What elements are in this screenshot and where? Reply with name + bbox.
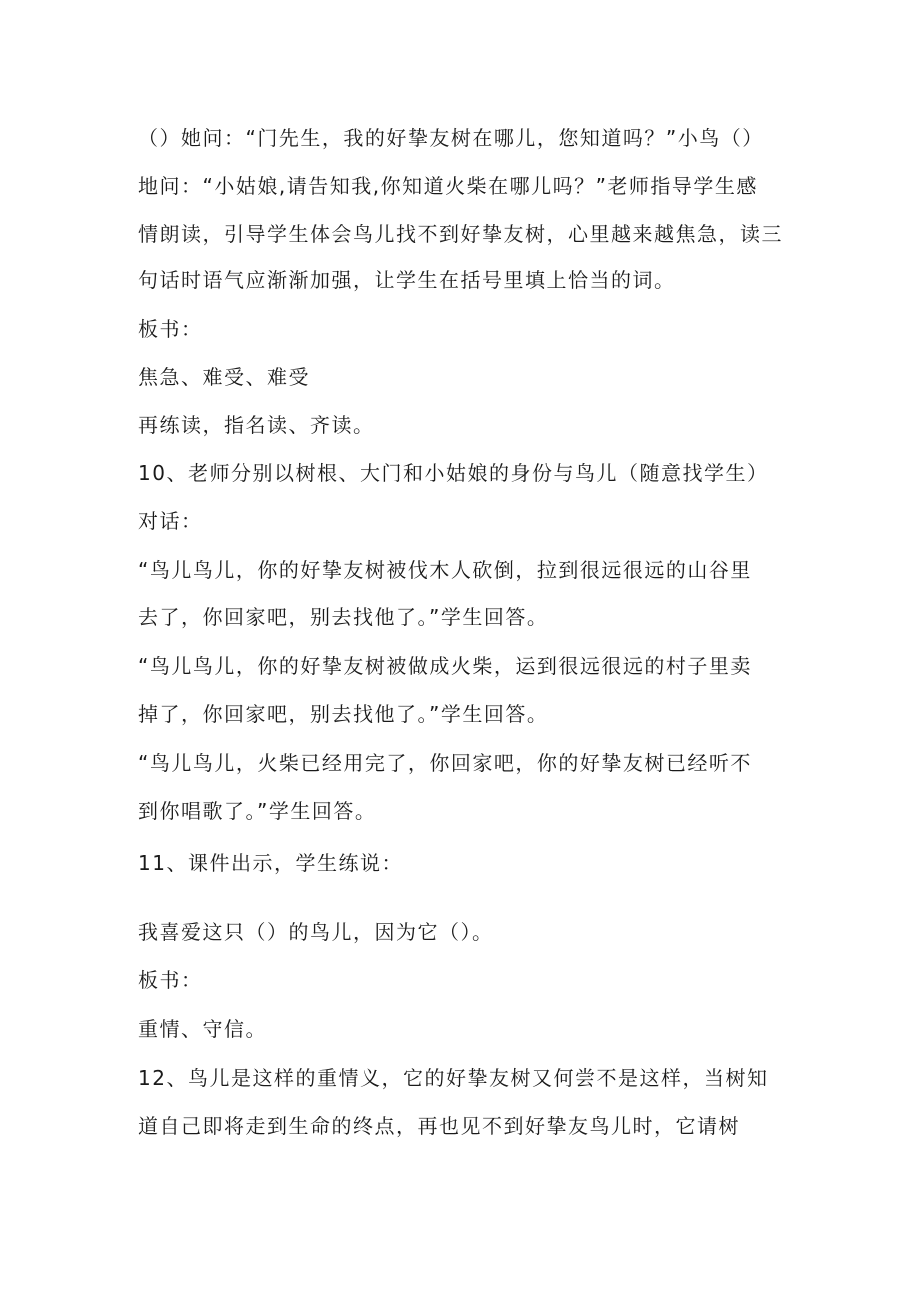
- text-line: 我喜爱这只（）的鸟儿，因为它（）。: [138, 920, 494, 944]
- text-line: 地问：“小姑娘,请告知我,你知道火柴在哪儿吗？”老师指导学生感: [138, 174, 758, 198]
- dialogue-line: 到你唱歌了。”学生回答。: [138, 799, 377, 823]
- dialogue-line: “鸟儿鸟儿，你的好挚友树被做成火柴，运到很远很远的村子里卖: [138, 654, 752, 678]
- dialogue-line: “鸟儿鸟儿，火柴已经用完了，你回家吧，你的好挚友树已经听不: [138, 751, 752, 775]
- dialogue-line: “鸟儿鸟儿，你的好挚友树被伐木人砍倒，拉到很远很远的山谷里: [138, 558, 752, 582]
- text-line: 句话时语气应渐渐加强，让学生在括号里填上恰当的词。: [138, 268, 676, 292]
- dialogue-line: 去了，你回家吧，别去找他了。”学生回答。: [138, 605, 549, 629]
- text-line: （）她问：“门先生，我的好挚友树在哪儿，您知道吗？”小鸟（）: [138, 126, 764, 150]
- text-line: 再练读，指名读、齐读。: [138, 413, 375, 437]
- step-heading: 10、老师分别以树根、大门和小姑娘的身份与鸟儿（随意找学生）: [138, 461, 769, 485]
- board-content: 重情、守信。: [138, 1017, 267, 1041]
- dialogue-line: 掉了，你回家吧，别去找他了。”学生回答。: [138, 702, 549, 726]
- text-line: 对话：: [138, 509, 203, 533]
- text-line: 情朗读，引导学生体会鸟儿找不到好挚友树，心里越来越焦急，读三: [138, 222, 783, 246]
- board-content: 焦急、难受、难受: [138, 365, 310, 389]
- board-heading: 板书：: [138, 317, 203, 341]
- step-heading: 12、鸟儿是这样的重情义，它的好挚友树又何尝不是这样，当树知: [138, 1066, 769, 1090]
- text-line: 道自己即将走到生命的终点，再也见不到好挚友鸟儿时，它请树: [138, 1114, 740, 1138]
- board-heading: 板书：: [138, 968, 203, 992]
- step-heading: 11、课件出示，学生练说：: [138, 851, 403, 875]
